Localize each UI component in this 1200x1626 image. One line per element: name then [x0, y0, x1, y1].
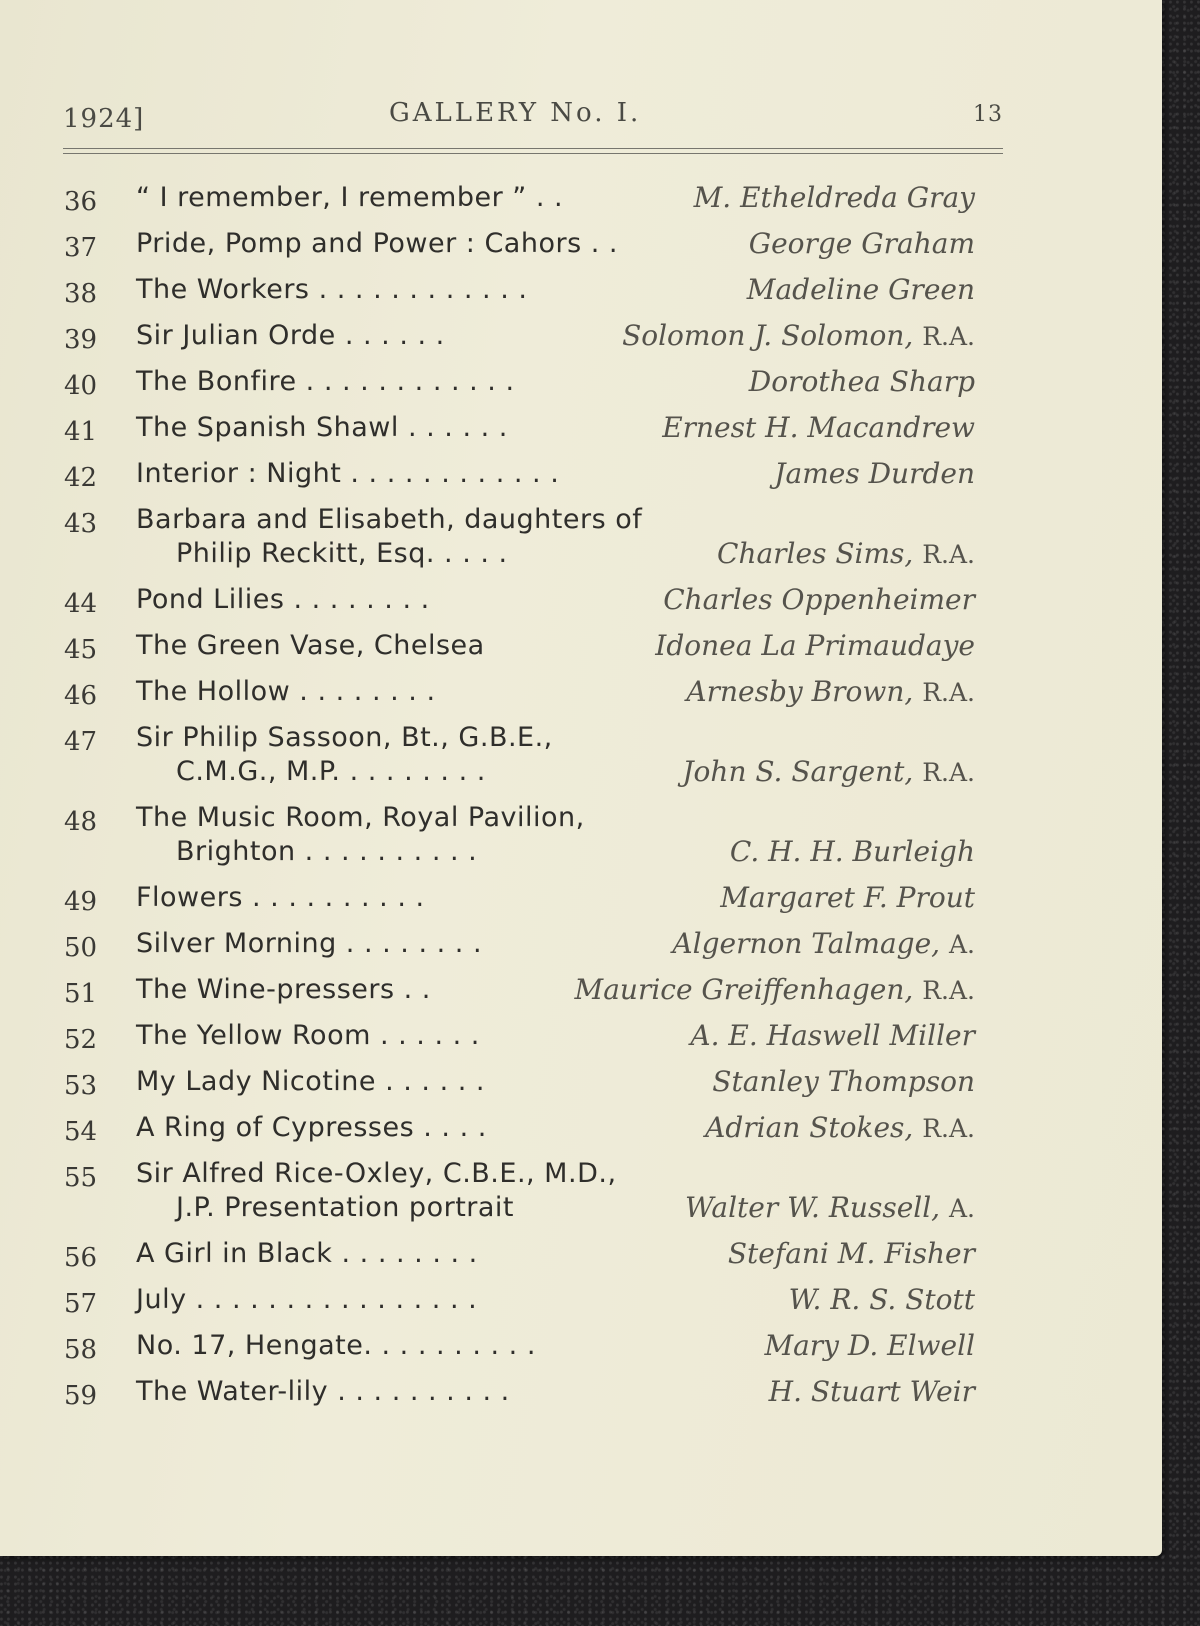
entry-number: 49 — [64, 887, 98, 917]
artist-honours: R.A. — [922, 976, 975, 1005]
catalogue-entry — [0, 876, 1160, 922]
entry-title: Pond Lilies . . . . . . . . — [136, 584, 430, 615]
entry-title: Flowers . . . . . . . . . . — [136, 882, 425, 913]
catalogue-entry — [0, 314, 1160, 360]
entry-number: 41 — [64, 417, 98, 447]
entry-artist — [730, 830, 975, 874]
catalogue-entry — [0, 716, 1160, 796]
catalogue-entry — [0, 1278, 1160, 1324]
artist-name: John S. Sargent, — [682, 755, 914, 788]
catalogue-entry — [0, 1106, 1160, 1152]
artist-name: Walter W. Russell, — [685, 1191, 941, 1224]
entry-title: The Music Room, Royal Pavilion, — [136, 802, 585, 833]
entry-artist — [672, 922, 975, 967]
artist-name: James Durden — [774, 457, 975, 490]
entry-title-continued: Philip Reckitt, Esq. . . . . — [176, 538, 508, 569]
entry-number: 38 — [64, 279, 98, 309]
entry-number: 37 — [64, 233, 98, 263]
entry-title: Barbara and Elisabeth, daughters of — [136, 504, 643, 535]
running-head — [63, 98, 1003, 138]
artist-honours: R.A. — [922, 758, 975, 787]
entry-title: A Girl in Black . . . . . . . . — [136, 1238, 478, 1269]
entry-title: Pride, Pomp and Power : Cahors . . — [136, 228, 618, 259]
entry-number: 59 — [64, 1381, 98, 1411]
artist-name: Mary D. Elwell — [764, 1329, 975, 1362]
entry-title: The Hollow . . . . . . . . — [136, 676, 436, 707]
entry-number: 51 — [64, 979, 98, 1009]
entry-number: 58 — [64, 1335, 98, 1365]
entry-title: Sir Alfred Rice-Oxley, C.B.E., M.D., — [136, 1158, 617, 1189]
entry-number: 47 — [64, 727, 98, 757]
entry-title: “ I remember, I remember ” . . — [136, 182, 564, 213]
entry-artist — [622, 314, 975, 359]
artist-name: Adrian Stokes, — [705, 1111, 914, 1144]
entry-number: 55 — [64, 1163, 98, 1193]
entry-number: 36 — [64, 187, 98, 217]
artist-name: George Graham — [748, 227, 975, 260]
entry-number: 53 — [64, 1071, 98, 1101]
artist-name: Stefani M. Fisher — [727, 1237, 975, 1270]
entry-artist — [728, 1232, 975, 1276]
entry-number: 48 — [64, 807, 98, 837]
entry-artist — [774, 452, 975, 496]
entry-title: The Wine-pressers . . — [136, 974, 431, 1005]
entry-title: The Yellow Room . . . . . . — [136, 1020, 480, 1051]
entry-title-continued: C.M.G., M.P. . . . . . . . . — [176, 756, 486, 787]
artist-name: Charles Oppenheimer — [663, 583, 975, 616]
catalogue-entry — [0, 360, 1160, 406]
entry-artist — [685, 1186, 975, 1231]
entry-title: No. 17, Hengate. . . . . . . . . . — [136, 1330, 536, 1361]
catalogue-entry — [0, 1060, 1160, 1106]
artist-honours: R.A. — [922, 322, 975, 351]
artist-name: Idonea La Primaudaye — [655, 629, 975, 662]
header-year: 1924] — [63, 104, 145, 134]
entry-number: 52 — [64, 1025, 98, 1055]
artist-name: Algernon Talmage, — [672, 927, 941, 960]
catalogue-entry — [0, 1324, 1160, 1370]
entry-title: The Workers . . . . . . . . . . . . — [136, 274, 528, 305]
catalogue-entry — [0, 1232, 1160, 1278]
entry-number: 57 — [64, 1289, 98, 1319]
artist-name: Dorothea Sharp — [748, 365, 975, 398]
entry-number: 54 — [64, 1117, 98, 1147]
entry-artist — [720, 876, 975, 920]
entry-title: A Ring of Cypresses . . . . — [136, 1112, 487, 1143]
catalogue-entry — [0, 268, 1160, 314]
artist-name: Arnesby Brown, — [686, 675, 914, 708]
artist-name: M. Etheldreda Gray — [693, 181, 975, 214]
artist-name: Ernest H. Macandrew — [662, 411, 975, 444]
catalogue-entry — [0, 968, 1160, 1014]
catalogue-entry — [0, 1014, 1160, 1060]
entry-artist — [789, 1278, 975, 1322]
entry-artist — [705, 1106, 975, 1151]
artist-honours: R.A. — [922, 678, 975, 707]
entry-artist — [749, 222, 975, 266]
entry-title: Sir Julian Orde . . . . . . — [136, 320, 445, 351]
entry-artist — [662, 406, 975, 450]
catalogue-entry — [0, 176, 1160, 222]
entry-artist — [682, 750, 975, 795]
catalogue-entry — [0, 670, 1160, 716]
artist-honours: A. — [948, 1194, 975, 1223]
artist-name: Maurice Greiffenhagen, — [574, 973, 914, 1006]
catalogue-entry — [0, 624, 1160, 670]
catalogue-entry — [0, 1370, 1160, 1416]
entry-number: 56 — [64, 1243, 98, 1273]
entry-title-continued: J.P. Presentation portrait — [176, 1192, 515, 1223]
entry-artist — [690, 1014, 975, 1058]
entry-title: My Lady Nicotine . . . . . . — [136, 1066, 486, 1097]
entry-artist — [663, 578, 975, 622]
entry-title: The Bonfire . . . . . . . . . . . . — [136, 366, 515, 397]
artist-honours: R.A. — [922, 540, 975, 569]
entry-number: 40 — [64, 371, 98, 401]
entry-artist — [655, 624, 975, 668]
artist-name: Charles Sims, — [717, 537, 914, 570]
entry-number: 39 — [64, 325, 98, 355]
entry-number: 43 — [64, 509, 98, 539]
header-rule-bottom — [63, 153, 1003, 154]
artist-name: Madeline Green — [746, 273, 975, 306]
artist-name: C. H. H. Burleigh — [729, 835, 975, 868]
entry-title: Sir Philip Sassoon, Bt., G.B.E., — [136, 722, 553, 753]
entry-title: The Spanish Shawl . . . . . . — [136, 412, 508, 443]
entry-title: July . . . . . . . . . . . . . . . . — [136, 1284, 478, 1315]
entry-title: The Water-lily . . . . . . . . . . — [136, 1376, 510, 1407]
entry-number: 44 — [64, 589, 98, 619]
entry-artist — [717, 532, 975, 577]
artist-name: Stanley Thompson — [712, 1065, 975, 1098]
artist-name: Margaret F. Prout — [720, 881, 975, 914]
artist-name: W. R. S. Stott — [788, 1283, 975, 1316]
entry-number: 46 — [64, 681, 98, 711]
entry-number: 45 — [64, 635, 98, 665]
entry-title-continued: Brighton . . . . . . . . . . — [176, 836, 478, 867]
entry-number: 42 — [64, 463, 98, 493]
catalogue-entry — [0, 578, 1160, 624]
entry-artist — [694, 176, 975, 220]
entry-artist — [747, 268, 975, 312]
catalogue-entry — [0, 796, 1160, 876]
catalogue-entry — [0, 922, 1160, 968]
catalogue-entries — [0, 176, 1160, 1416]
catalogue-entry — [0, 222, 1160, 268]
entry-artist — [686, 670, 975, 715]
artist-name: H. Stuart Weir — [768, 1375, 975, 1408]
entry-artist — [764, 1324, 975, 1368]
page-number: 13 — [973, 102, 1003, 127]
entry-artist — [769, 1370, 975, 1414]
entry-artist — [712, 1060, 975, 1104]
catalogue-entry — [0, 452, 1160, 498]
entry-title: Silver Morning . . . . . . . . — [136, 928, 483, 959]
entry-title: Interior : Night . . . . . . . . . . . . — [136, 458, 560, 489]
entry-artist — [749, 360, 975, 404]
catalogue-entry — [0, 498, 1160, 578]
entry-title: The Green Vase, Chelsea — [136, 630, 485, 661]
artist-honours: A. — [948, 930, 975, 959]
artist-honours: R.A. — [922, 1114, 975, 1143]
entry-number: 50 — [64, 933, 98, 963]
header-rule-top — [63, 148, 1003, 149]
catalogue-entry — [0, 1152, 1160, 1232]
artist-name: Solomon J. Solomon, — [622, 319, 914, 352]
artist-name: A. E. Haswell Miller — [690, 1019, 975, 1052]
header-title: GALLERY No. I. — [389, 98, 642, 128]
entry-artist — [575, 968, 975, 1013]
catalogue-entry — [0, 406, 1160, 452]
